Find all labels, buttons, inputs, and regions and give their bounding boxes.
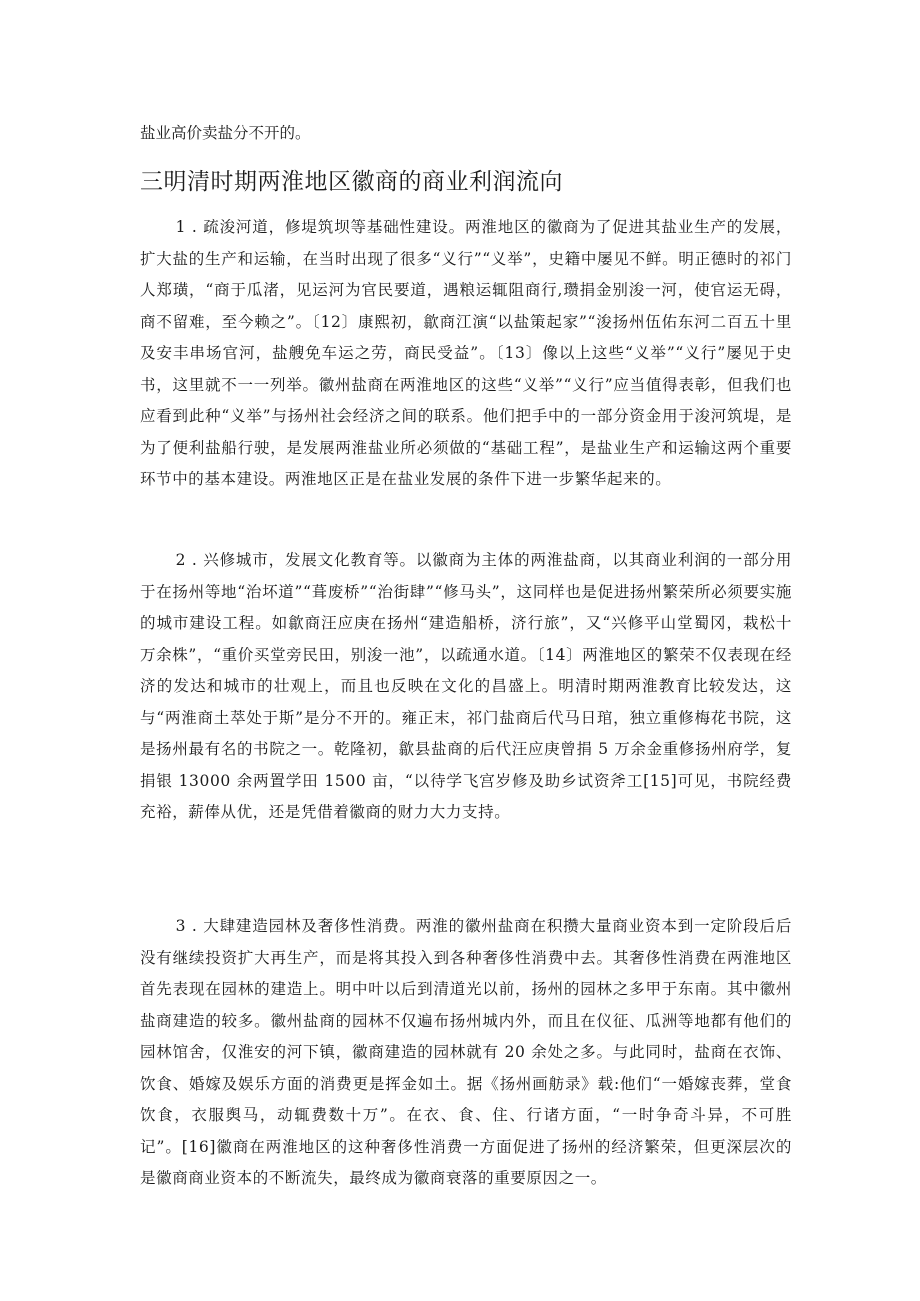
paragraph-2: 2 . 兴修城市，发展文化教育等。以徽商为主体的两淮盐商，以其商业利润的一部分用于在扬州等地“治坏道”“葺废桥”“治街肆”“修马头”，这同样也是促进扬州繁荣所必须要实施的城市建设工程。如歙商汪应庚在扬州“建造船桥，济行旅”，又“兴修平山堂蜀冈，栽松十万余株”，“重价买堂旁民田，别浚一池”，以疏通水道。〔14〕两淮地区的繁荣不仅表现在经济的发达和城市的壮观上，而且也反映在文化的昌盛上。明清时期两淮教育比较发达，这与“两淮商土萃处于斯”是分不开的。雍正末，祁门盐商后代马日琯，独立重修梅花书院，这是扬州最有名的书院之一。乾隆初，歙县盐商的后代汪应庚曾捐 5 万余金重修扬州府学，复捐银 13000 余两置学田 1500 亩，“以待学飞宫岁修及助乡试资斧工[15]可见，书院经费充裕，薪俸从优，还是凭借着徽商的财力大力支持。 bbox=[140, 551, 792, 821]
section-title: 三明清时期两淮地区徽商的商业利润流向 bbox=[140, 169, 563, 195]
paragraph-1: 1 . 疏浚河道，修堤筑坝等基础性建设。两淮地区的徽商为了促进其盐业生产的发展，扩大盐的生产和运输，在当时出现了很多“义行”“义举”，史籍中屡见不鲜。明正德时的祁门人郑璜，“商于瓜渚，见运河为官民要道，遇粮运辄阻商行,瓒捐金别浚一河，使官运无碍，商不留难，至今赖之”。〔12〕康熙初，歙商江演“以盐策起家”“浚扬州伍佑东河二百五十里及安丰串场官河，盐艘免车运之劳，商民受益”。〔13〕像以上这些“义举”“义行”屡见于史书，这里就不一一列举。徽州盐商在两淮地区的这些“义举”“义行”应当值得表彰，但我们也应看到此种“义举”与扬州社会经济之间的联系。他们把手中的一部分资金用于浚河筑堤，是为了便利盐船行驶，是发展两淮盐业所必须做的“基础工程”，是盐业生产和运输这两个重要环节中的基本建设。两淮地区正是在盐业发展的条件下进一步繁华起来的。 bbox=[140, 218, 792, 488]
paragraph-3: 3 . 大肆建造园林及奢侈性消费。两淮的徽州盐商在积攒大量商业资本到一定阶段后后没有继续投资扩大再生产，而是将其投入到各种奢侈性消费中去。其奢侈性消费在两淮地区首先表现在园林的建造上。明中叶以后到清道光以前，扬州的园林之多甲于东南。其中徽州盐商建造的较多。徽州盐商的园林不仅遍布扬州城内外，而且在仪征、瓜洲等地都有他们的园林馆舍，仅淮安的河下镇，徽商建造的园林就有 20 余处之多。与此同时，盐商在衣饰、饮食、婚嫁及娱乐方面的消费更是挥金如土。据《扬州画舫录》载:他们“一婚嫁丧葬，堂食饮食，衣服舆马，动辄费数十万”。在衣、食、住、行诸方面，“一时争奇斗异，不可胜记”。[16]徽商在两淮地区的这种奢侈性消费一方面促进了扬州的经济繁荣，但更深层次的是徽商商业资本的不断流失，最终成为徽商衰落的重要原因之一。 bbox=[140, 917, 792, 1187]
lead-line: 盐业高价卖盐分不开的。 bbox=[140, 124, 311, 142]
